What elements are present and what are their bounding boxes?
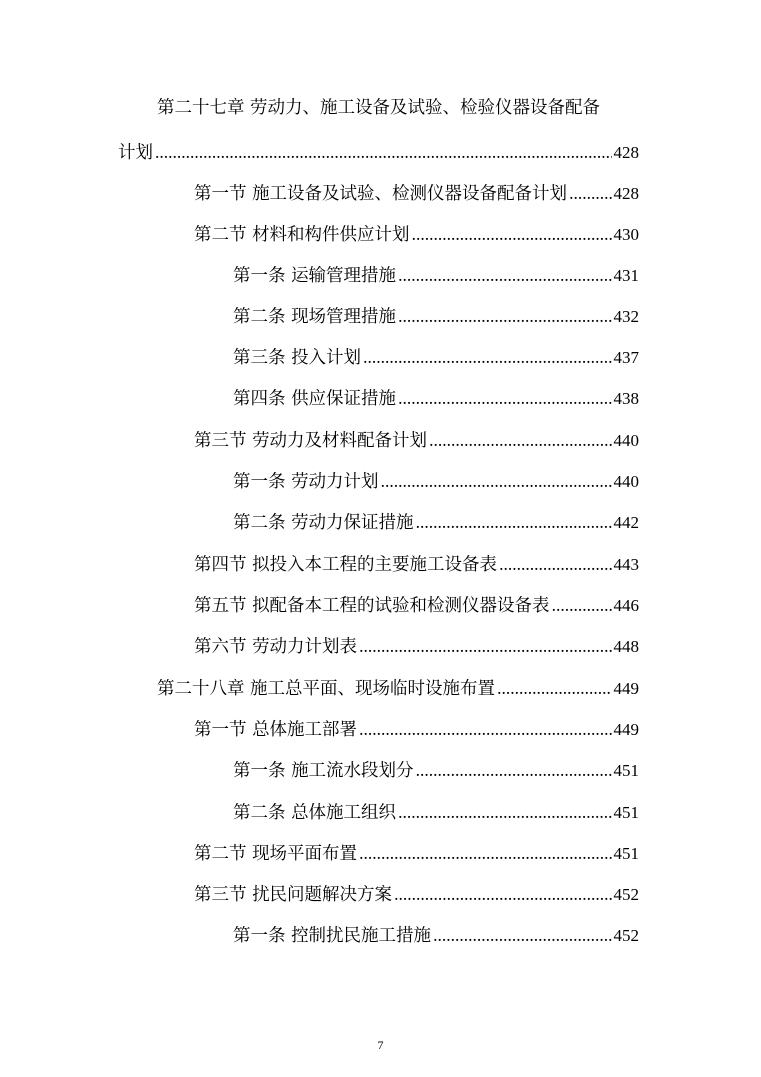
toc-entry-page: 449 <box>613 679 639 698</box>
toc-entry-title: 第一条 运输管理措施 <box>233 266 397 286</box>
toc-entry-title: 第二条 劳动力保证措施 <box>233 513 414 533</box>
toc-dot-leader <box>359 840 611 866</box>
toc-entry-page: 449 <box>613 720 639 739</box>
toc-dot-leader <box>359 633 611 659</box>
toc-dot-leader <box>394 881 611 907</box>
toc-dot-leader <box>381 468 612 494</box>
toc-entry-page: 451 <box>613 844 639 863</box>
toc-entry-section[interactable] <box>194 592 639 618</box>
toc-entry-section[interactable] <box>194 180 639 206</box>
toc-entry-section[interactable] <box>194 427 639 453</box>
toc-entry-page: 451 <box>613 761 639 780</box>
toc-entry-page: 428 <box>613 143 639 162</box>
toc-dot-leader <box>416 509 612 535</box>
toc-dot-leader <box>412 221 612 247</box>
toc-entry-title: 第四节 拟投入本工程的主要施工设备表 <box>194 555 498 575</box>
toc-dot-leader <box>359 716 611 742</box>
toc-dot-leader <box>497 675 611 701</box>
toc-dot-leader <box>499 551 611 577</box>
toc-entry-article[interactable] <box>233 303 639 329</box>
toc-entry-title: 第一条 施工流水段划分 <box>233 761 414 781</box>
toc-entry-page: 443 <box>613 555 639 574</box>
toc-entry-page: 437 <box>613 348 639 367</box>
toc-entry-page: 440 <box>613 472 639 491</box>
toc-entry-page: 446 <box>613 596 639 615</box>
toc-entry-article[interactable] <box>233 468 639 494</box>
toc-entry-page: 431 <box>613 266 639 285</box>
toc-entry-title: 第二条 总体施工组织 <box>233 803 397 823</box>
toc-entry-page: 451 <box>613 803 639 822</box>
toc-entry-section[interactable] <box>194 881 639 907</box>
toc-entry-chapter-28[interactable] <box>157 675 639 701</box>
toc-entry-title: 第二条 现场管理措施 <box>233 307 397 327</box>
toc-entry-chapter-27[interactable] <box>118 139 639 165</box>
toc-entry-page: 452 <box>613 885 639 904</box>
toc-dot-leader <box>363 344 611 370</box>
toc-entry-article[interactable] <box>233 799 639 825</box>
toc-entry-article[interactable] <box>233 385 639 411</box>
toc-dot-leader <box>569 180 611 206</box>
toc-entry-title: 第三条 投入计划 <box>233 348 362 368</box>
toc-entry-title: 计划 <box>118 143 153 163</box>
toc-entry-title: 第四条 供应保证措施 <box>233 389 397 409</box>
toc-entry-title: 第二十八章 施工总平面、现场临时设施布置 <box>157 679 496 699</box>
toc-entry-page: 442 <box>613 513 639 532</box>
toc-entry-title: 第二节 材料和构件供应计划 <box>194 225 410 245</box>
toc-entry-title: 第三节 劳动力及材料配备计划 <box>194 431 428 451</box>
toc-dot-leader <box>155 139 612 165</box>
toc-entry-page: 438 <box>613 389 639 408</box>
toc-dot-leader <box>416 757 612 783</box>
toc-entry-article[interactable] <box>233 922 639 948</box>
toc-dot-leader <box>552 592 612 618</box>
toc-entry-section[interactable] <box>194 840 639 866</box>
toc-dot-leader <box>429 427 611 453</box>
toc-entry-title: 第三节 扰民问题解决方案 <box>194 885 393 905</box>
toc-entry-page: 452 <box>613 926 639 945</box>
toc-entry-section[interactable] <box>194 633 639 659</box>
toc-entry-title: 第六节 劳动力计划表 <box>194 637 358 657</box>
toc-entry-title: 第二节 现场平面布置 <box>194 844 358 864</box>
toc-entry-page: 428 <box>613 184 639 203</box>
toc-entry-page: 430 <box>613 225 639 244</box>
toc-chapter-27-line1: 第二十七章 劳动力、施工设备及试验、检验仪器设备配备 <box>157 98 601 118</box>
toc-dot-leader <box>398 303 611 329</box>
toc-entry-title: 第五节 拟配备本工程的试验和检测仪器设备表 <box>194 596 550 616</box>
toc-entry-page: 432 <box>613 307 639 326</box>
page-number: 7 <box>377 1038 384 1052</box>
toc-entry-title: 第一条 劳动力计划 <box>233 472 379 492</box>
toc-entry-title: 第一节 总体施工部署 <box>194 720 358 740</box>
toc-entry-article[interactable] <box>233 509 639 535</box>
toc-dot-leader <box>398 385 611 411</box>
toc-entry-article[interactable] <box>233 757 639 783</box>
toc-dot-leader <box>433 922 611 948</box>
toc-entry-page: 440 <box>613 431 639 450</box>
toc-entry-article[interactable] <box>233 344 639 370</box>
toc-entry-title: 第一节 施工设备及试验、检测仪器设备配备计划 <box>194 184 568 204</box>
toc-entry-page: 448 <box>613 637 639 656</box>
toc-entry-article[interactable] <box>233 262 639 288</box>
toc-entry-section[interactable] <box>194 716 639 742</box>
toc-entry-section[interactable] <box>194 551 639 577</box>
toc-entry-title: 第一条 控制扰民施工措施 <box>233 926 432 946</box>
toc-dot-leader <box>398 262 611 288</box>
toc-entry-section[interactable] <box>194 221 639 247</box>
toc-dot-leader <box>398 799 611 825</box>
